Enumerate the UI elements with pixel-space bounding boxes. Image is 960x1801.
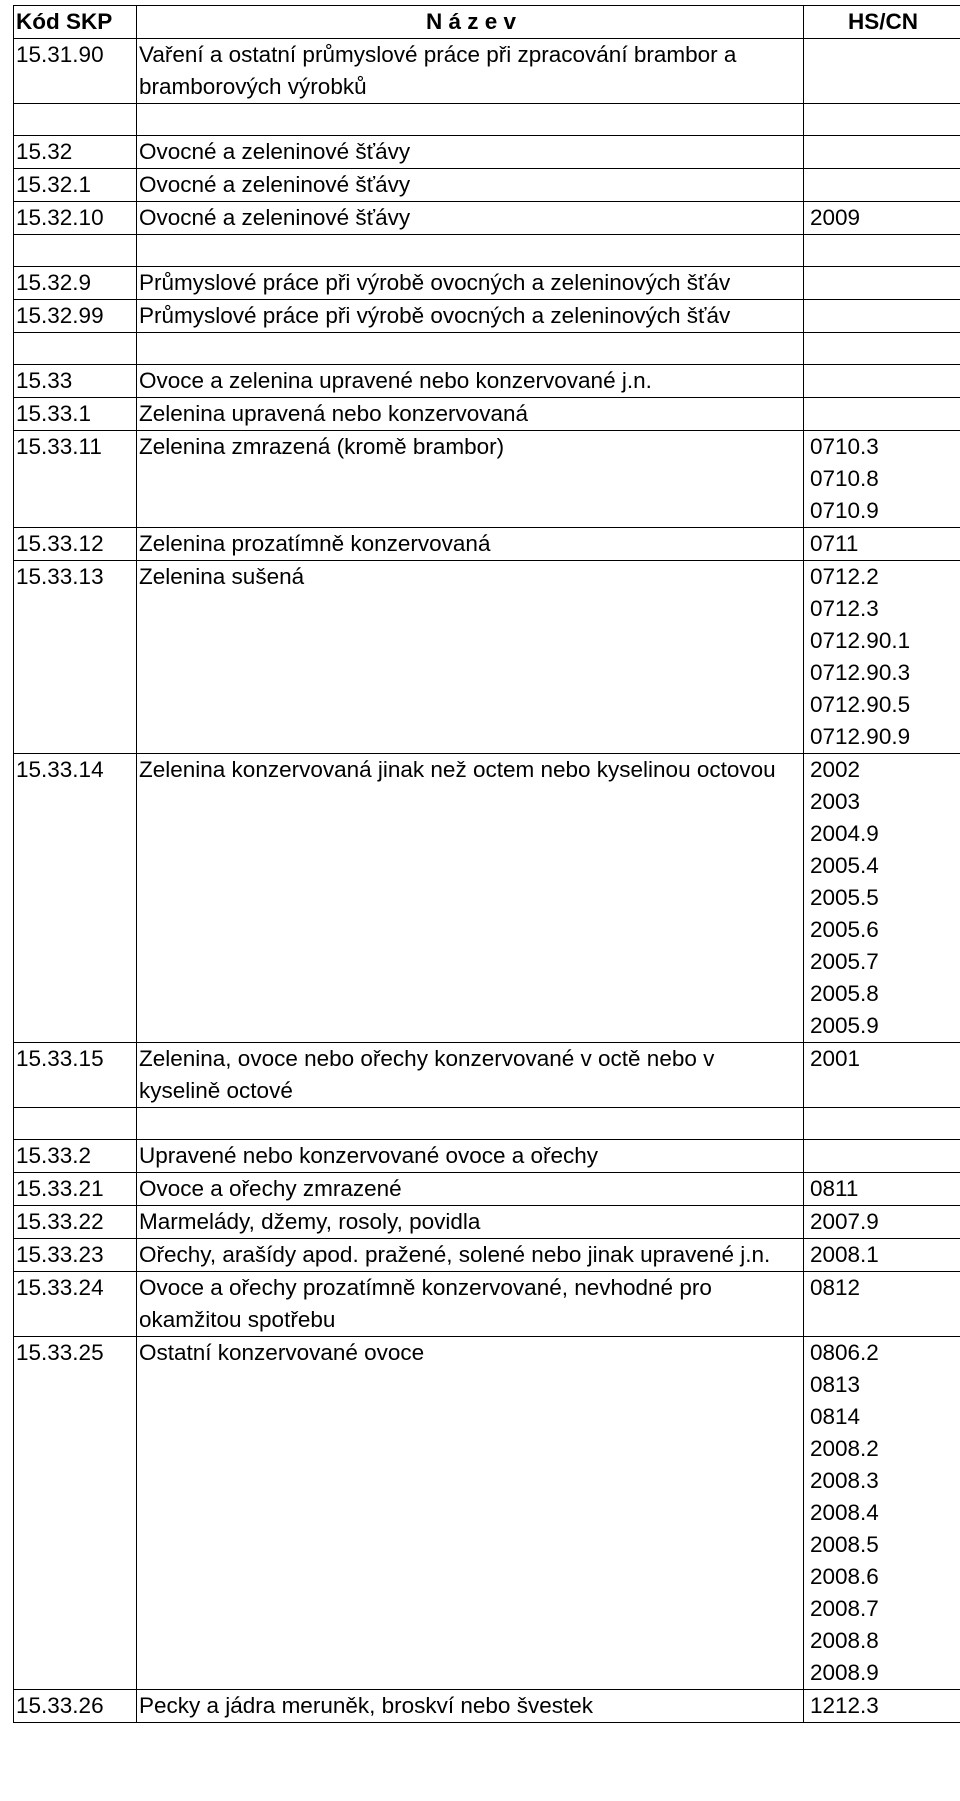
table-row xyxy=(14,365,960,398)
hs-code: 2005.8 xyxy=(810,981,879,1006)
hs-code: 2005.4 xyxy=(810,853,879,878)
hs-code: 2001 xyxy=(810,1046,861,1071)
cell-name: Ovocné a zeleninové šťávy xyxy=(137,136,804,169)
cell-code: 15.33 xyxy=(14,365,137,398)
cell-code: 15.33.13 xyxy=(14,561,137,754)
cell-hs-codes xyxy=(804,1337,960,1690)
cell-name: Zelenina upravená nebo konzervovaná xyxy=(137,398,804,431)
cell-code: 15.33.25 xyxy=(14,1337,137,1690)
table-row xyxy=(14,431,960,528)
hs-code: 0814 xyxy=(810,1404,861,1429)
table-row xyxy=(14,1690,960,1723)
hs-code: 0712.3 xyxy=(810,596,879,621)
cell-code: 15.33.11 xyxy=(14,431,137,528)
cell-name xyxy=(137,1108,804,1140)
hs-code: 0811 xyxy=(810,1176,859,1201)
cell-code: 15.33.2 xyxy=(14,1140,137,1173)
hs-code: 0710.9 xyxy=(810,498,879,523)
hs-code: 0712.90.5 xyxy=(810,692,911,717)
hs-code: 0806.2 xyxy=(810,1340,879,1365)
table-row xyxy=(14,1108,960,1140)
cell-name: Ovoce a ořechy prozatímně konzervované, nevhodné pro okamžitou spotřebu xyxy=(137,1272,804,1337)
table-row xyxy=(14,1337,960,1690)
hs-code: 0712.90.9 xyxy=(810,724,911,749)
table-row xyxy=(14,1206,960,1239)
cell-name: Upravené nebo konzervované ovoce a ořechy xyxy=(137,1140,804,1173)
cell-name: Pecky a jádra meruněk, broskví nebo švestek xyxy=(137,1690,804,1723)
cell-name: Ostatní konzervované ovoce xyxy=(137,1337,804,1690)
cell-hs-codes xyxy=(804,300,960,333)
hs-code: 2005.9 xyxy=(810,1013,879,1038)
cell-name xyxy=(137,104,804,136)
cell-code: 15.32.99 xyxy=(14,300,137,333)
hs-code: 2002 xyxy=(810,757,861,782)
cell-hs-codes xyxy=(804,39,960,104)
table-row xyxy=(14,169,960,202)
hs-code: 2005.7 xyxy=(810,949,879,974)
hs-code: 2007.9 xyxy=(810,1209,879,1234)
cell-code: 15.33.12 xyxy=(14,528,137,561)
cell-name: Průmyslové práce při výrobě ovocných a zeleninových šťáv xyxy=(137,300,804,333)
hs-code: 2003 xyxy=(810,789,861,814)
cell-code: 15.33.24 xyxy=(14,1272,137,1337)
cell-code xyxy=(14,235,137,267)
cell-hs-codes xyxy=(804,1043,960,1108)
cell-code: 15.33.1 xyxy=(14,398,137,431)
hs-code: 2008.7 xyxy=(810,1596,879,1621)
hs-code: 0710.3 xyxy=(810,434,879,459)
cell-hs-codes xyxy=(804,169,960,202)
skp-hs-table xyxy=(13,5,960,1723)
column-header-hs: HS/CN xyxy=(804,6,960,39)
cell-hs-codes xyxy=(804,1108,960,1140)
cell-hs-codes xyxy=(804,1140,960,1173)
table-row xyxy=(14,754,960,1043)
cell-name: Ovocné a zeleninové šťávy xyxy=(137,202,804,235)
cell-hs-codes xyxy=(804,1272,960,1337)
table-row xyxy=(14,1140,960,1173)
cell-hs-codes xyxy=(804,267,960,300)
cell-hs-codes xyxy=(804,365,960,398)
cell-hs-codes xyxy=(804,136,960,169)
cell-hs-codes xyxy=(804,561,960,754)
hs-code: 0712.90.3 xyxy=(810,660,911,685)
cell-hs-codes xyxy=(804,431,960,528)
hs-code: 2005.5 xyxy=(810,885,879,910)
table-row xyxy=(14,136,960,169)
cell-hs-codes xyxy=(804,1173,960,1206)
table-row xyxy=(14,104,960,136)
cell-hs-codes xyxy=(804,754,960,1043)
skp-hs-table-wrapper xyxy=(13,5,960,1723)
cell-hs-codes xyxy=(804,1206,960,1239)
table-row xyxy=(14,528,960,561)
cell-name: Ovocné a zeleninové šťávy xyxy=(137,169,804,202)
cell-hs-codes xyxy=(804,235,960,267)
hs-code: 0813 xyxy=(810,1372,861,1397)
cell-code: 15.33.14 xyxy=(14,754,137,1043)
hs-code: 2008.8 xyxy=(810,1628,879,1653)
cell-code: 15.33.26 xyxy=(14,1690,137,1723)
hs-code: 2008.9 xyxy=(810,1660,879,1685)
cell-name: Zelenina sušená xyxy=(137,561,804,754)
hs-code: 2009 xyxy=(810,205,861,230)
cell-name: Vaření a ostatní průmyslové práce při zpracování brambor a bramborových výrobků xyxy=(137,39,804,104)
cell-name: Ovoce a ořechy zmrazené xyxy=(137,1173,804,1206)
cell-name: Ořechy, arašídy apod. pražené, solené nebo jinak upravené j.n. xyxy=(137,1239,804,1272)
column-header-code: Kód SKP xyxy=(14,6,137,39)
table-row xyxy=(14,300,960,333)
cell-code: 15.33.23 xyxy=(14,1239,137,1272)
hs-code: 2008.5 xyxy=(810,1532,879,1557)
cell-hs-codes xyxy=(804,398,960,431)
column-header-name: N á z e v xyxy=(137,6,804,39)
hs-code: 2008.4 xyxy=(810,1500,879,1525)
table-header-row xyxy=(14,6,960,39)
cell-name: Ovoce a zelenina upravené nebo konzervované j.n. xyxy=(137,365,804,398)
cell-name xyxy=(137,235,804,267)
cell-code: 15.32.9 xyxy=(14,267,137,300)
hs-code: 2008.3 xyxy=(810,1468,879,1493)
cell-name: Zelenina, ovoce nebo ořechy konzervované v octě nebo v kyselině octové xyxy=(137,1043,804,1108)
cell-code xyxy=(14,104,137,136)
cell-hs-codes xyxy=(804,528,960,561)
table-row xyxy=(14,561,960,754)
hs-code: 0812 xyxy=(810,1275,861,1300)
table-row xyxy=(14,1043,960,1108)
hs-code: 2005.6 xyxy=(810,917,879,942)
table-row xyxy=(14,267,960,300)
hs-code: 0711 xyxy=(810,531,859,556)
cell-code: 15.31.90 xyxy=(14,39,137,104)
table-row xyxy=(14,39,960,104)
hs-code: 2008.1 xyxy=(810,1242,879,1267)
cell-name: Zelenina konzervovaná jinak než octem nebo kyselinou octovou xyxy=(137,754,804,1043)
cell-hs-codes xyxy=(804,1690,960,1723)
cell-hs-codes xyxy=(804,202,960,235)
cell-hs-codes xyxy=(804,104,960,136)
table-body xyxy=(14,39,960,1723)
table-row xyxy=(14,398,960,431)
cell-name: Zelenina prozatímně konzervovaná xyxy=(137,528,804,561)
table-row xyxy=(14,235,960,267)
cell-code: 15.32.1 xyxy=(14,169,137,202)
hs-code: 2008.2 xyxy=(810,1436,879,1461)
hs-code: 0712.90.1 xyxy=(810,628,911,653)
cell-code: 15.33.21 xyxy=(14,1173,137,1206)
table-row xyxy=(14,1173,960,1206)
hs-code: 1212.3 xyxy=(810,1693,879,1718)
table-row xyxy=(14,1239,960,1272)
cell-code: 15.33.15 xyxy=(14,1043,137,1108)
cell-hs-codes xyxy=(804,1239,960,1272)
table-row xyxy=(14,1272,960,1337)
cell-code: 15.33.22 xyxy=(14,1206,137,1239)
hs-code: 0710.8 xyxy=(810,466,879,491)
cell-hs-codes xyxy=(804,333,960,365)
cell-code xyxy=(14,1108,137,1140)
cell-name: Zelenina zmrazená (kromě brambor) xyxy=(137,431,804,528)
cell-code xyxy=(14,333,137,365)
cell-name: Marmelády, džemy, rosoly, povidla xyxy=(137,1206,804,1239)
hs-code: 2004.9 xyxy=(810,821,879,846)
cell-code: 15.32.10 xyxy=(14,202,137,235)
cell-name xyxy=(137,333,804,365)
cell-name: Průmyslové práce při výrobě ovocných a zeleninových šťáv xyxy=(137,267,804,300)
hs-code: 2008.6 xyxy=(810,1564,879,1589)
table-row xyxy=(14,333,960,365)
table-row xyxy=(14,202,960,235)
hs-code: 0712.2 xyxy=(810,564,879,589)
cell-code: 15.32 xyxy=(14,136,137,169)
